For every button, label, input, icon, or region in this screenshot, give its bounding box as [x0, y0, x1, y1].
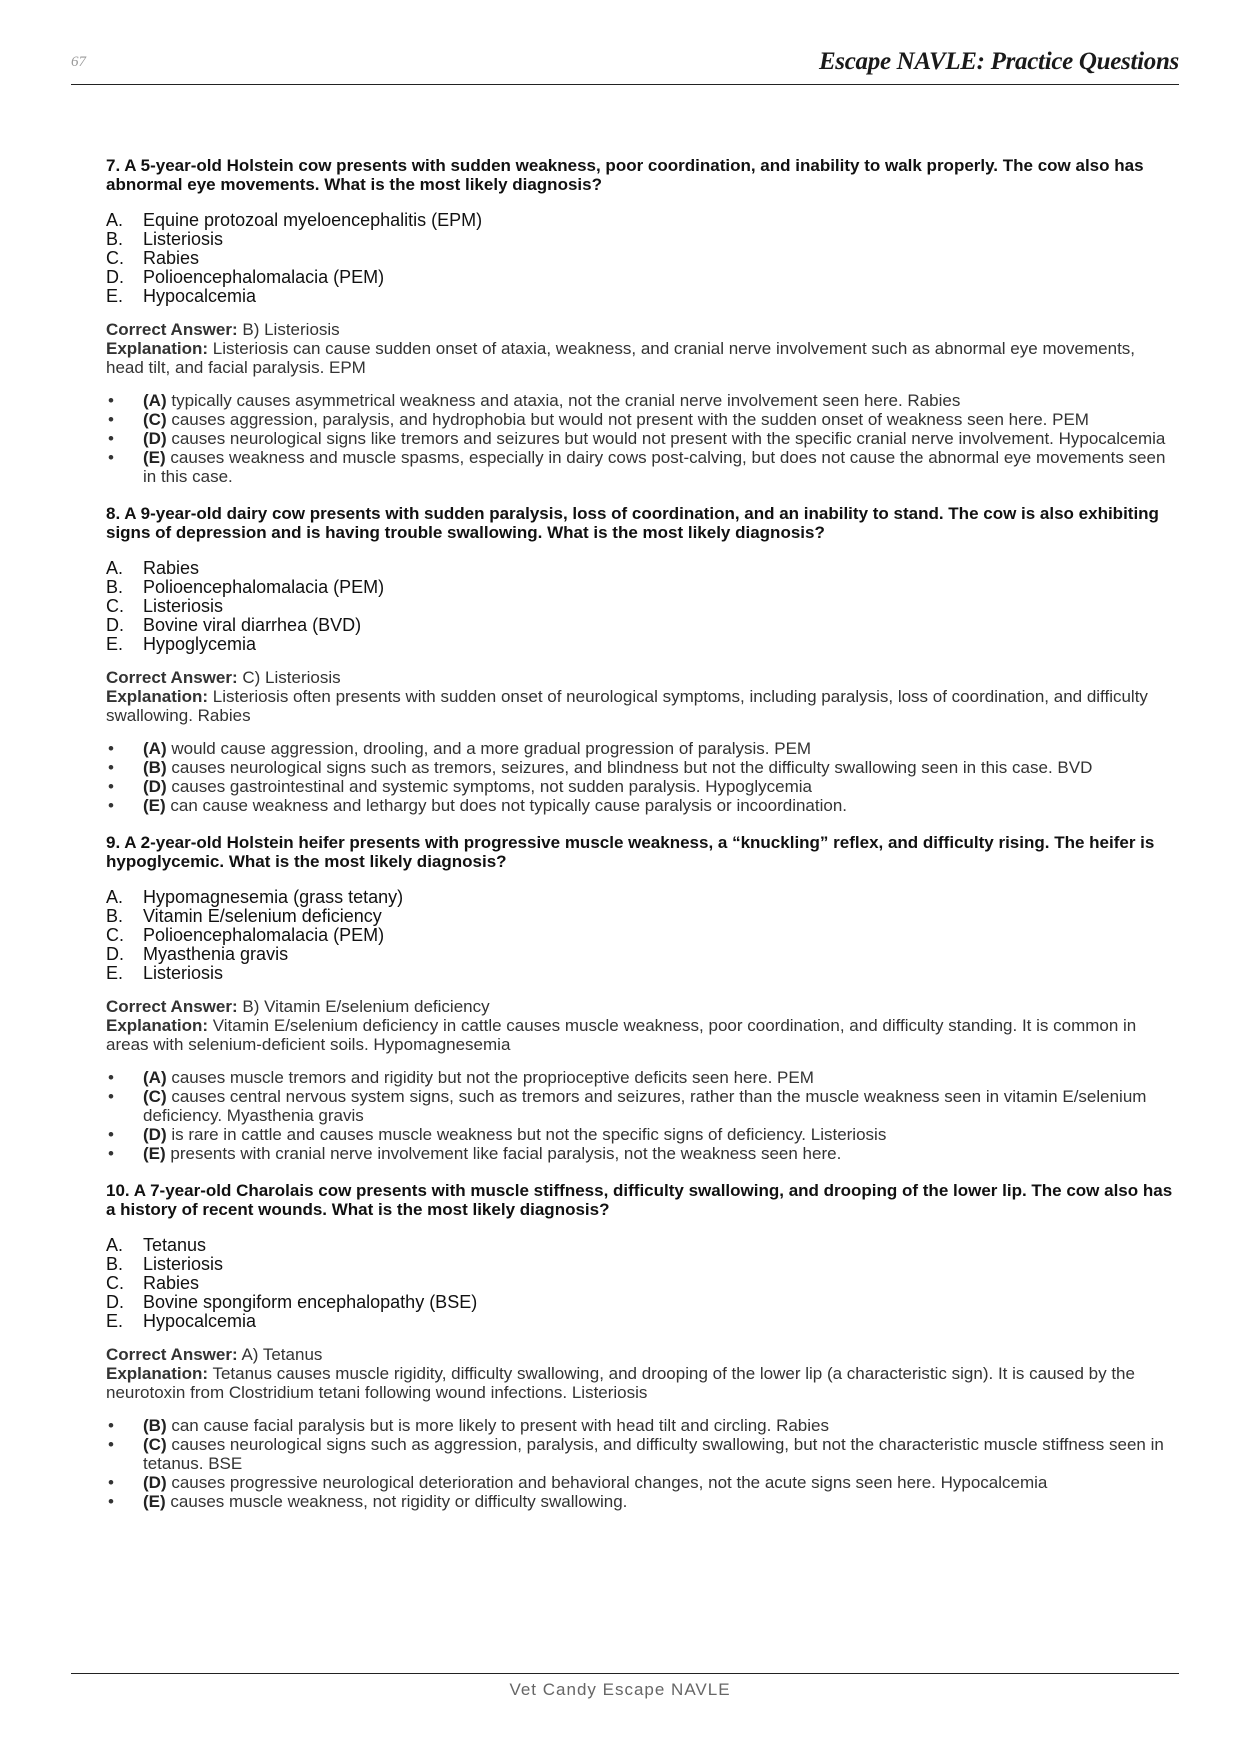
bullet-text	[143, 429, 1165, 448]
bullet-icon: •	[108, 1435, 114, 1454]
option-item	[106, 1293, 1176, 1312]
option-item	[106, 1312, 1176, 1331]
bullet-item	[106, 1416, 1176, 1435]
explanation-text: Listeriosis can cause sudden onset of ataxia, weakness, and cranial nerve involvement such as abnormal eye movements, head tilt, and facial paralysis. EPM	[106, 339, 1136, 377]
correct-answer-label: Correct Answer:	[106, 320, 238, 339]
bullet-item	[106, 796, 1176, 815]
bullet-text	[143, 739, 811, 758]
bullet-option-text: causes muscle weakness, not rigidity or difficulty swallowing.	[170, 1492, 628, 1511]
correct-answer-label: Correct Answer:	[106, 997, 238, 1016]
answer-block	[106, 320, 1176, 377]
question-title: 8. A 9-year-old dairy cow presents with sudden paralysis, loss of coordination, and an inability to stand. The cow is also exhibiting signs of depression and is having trouble swallowing. What is the most likely diagnosis?	[106, 504, 1159, 542]
bullet-item	[106, 410, 1176, 429]
bullet-item	[106, 1125, 1176, 1144]
correct-answer-value: B) Vitamin E/selenium deficiency	[242, 997, 490, 1016]
bullet-option-letter: (D)	[143, 429, 167, 448]
bullet-text	[143, 1492, 627, 1511]
option-letter: C.	[106, 925, 124, 945]
bullet-item	[106, 1473, 1176, 1492]
bullet-text	[143, 1435, 1176, 1473]
bullet-option-letter: (E)	[143, 1492, 166, 1511]
options-list	[106, 559, 1176, 654]
explanation-line	[106, 1016, 1176, 1054]
bullet-option-text: presents with cranial nerve involvement like facial paralysis, not the weakness seen here.	[170, 1144, 842, 1163]
bullet-option-letter: (E)	[143, 448, 166, 467]
option-text: Listeriosis	[143, 963, 224, 983]
explanation-text: Tetanus causes muscle rigidity, difficulty swallowing, and drooping of the lower lip (a characteristic sign). It is caused by the neurotoxin from Clostridium tetani following wound infections. Listeriosis	[106, 1364, 1135, 1402]
option-item	[106, 907, 1176, 926]
bullet-option-text: typically causes asymmetrical weakness and ataxia, not the cranial nerve involvement seen here. Rabies	[171, 391, 961, 410]
option-letter: E.	[106, 963, 124, 983]
bullet-option-letter: (D)	[143, 1473, 167, 1492]
option-letter: B.	[106, 229, 124, 249]
footer-divider	[71, 1673, 1179, 1674]
bullet-icon: •	[108, 1144, 114, 1163]
bullet-option-text: causes neurological signs such as aggression, paralysis, and difficulty swallowing, but not the characteristic muscle stiffness seen in tetanus. BSE	[143, 1435, 1164, 1473]
answer-block	[106, 997, 1176, 1054]
bullet-option-text: causes muscle tremors and rigidity but not the proprioceptive deficits seen here. PEM	[171, 1068, 814, 1087]
bullet-text	[143, 758, 1092, 777]
questions-content	[106, 156, 1176, 1529]
option-letter: A.	[106, 558, 124, 578]
option-letter: A.	[106, 887, 124, 907]
correct-answer-value: B) Listeriosis	[242, 320, 340, 339]
option-letter: D.	[106, 615, 124, 635]
option-text: Listeriosis	[143, 596, 224, 616]
bullet-option-text: would cause aggression, drooling, and a more gradual progression of paralysis. PEM	[171, 739, 812, 758]
answer-block	[106, 1345, 1176, 1402]
option-item	[106, 230, 1176, 249]
explanation-text: Vitamin E/selenium deficiency in cattle causes muscle weakness, poor coordination, and difficulty standing. It is common in areas with selenium-deficient soils. Hypomagnesemia	[106, 1016, 1137, 1054]
correct-answer-line	[106, 1345, 1176, 1364]
bullet-item	[106, 391, 1176, 410]
bullet-icon: •	[108, 410, 114, 429]
option-item	[106, 1274, 1176, 1293]
bullet-option-letter: (C)	[143, 1435, 167, 1454]
explanation-label: Explanation:	[106, 1016, 209, 1035]
explanation-label: Explanation:	[106, 687, 209, 706]
option-letter: A.	[106, 1235, 124, 1255]
option-item	[106, 635, 1176, 654]
option-item	[106, 287, 1176, 306]
bullet-option-letter: (E)	[143, 796, 166, 815]
bullet-text	[143, 391, 960, 410]
explanation-label: Explanation:	[106, 1364, 209, 1383]
option-text: Rabies	[143, 248, 200, 268]
option-text: Polioencephalomalacia (PEM)	[143, 267, 385, 287]
bullet-icon: •	[108, 1416, 114, 1435]
bullet-item	[106, 1435, 1176, 1473]
bullet-icon: •	[108, 1087, 114, 1106]
correct-answer-label: Correct Answer:	[106, 668, 238, 687]
bullet-item	[106, 448, 1176, 486]
option-item	[106, 211, 1176, 230]
bullet-option-letter: (B)	[143, 1416, 167, 1435]
footer-text: Vet Candy Escape NAVLE	[509, 1680, 731, 1699]
option-text: Listeriosis	[143, 1254, 224, 1274]
option-text: Hypocalcemia	[143, 286, 257, 306]
bullet-option-text: causes aggression, paralysis, and hydrophobia but would not present with the sudden onset of weakness seen here. PEM	[171, 410, 1089, 429]
question-title: 10. A 7-year-old Charolais cow presents with muscle stiffness, difficulty swallowing, and drooping of the lower lip. The cow also has a history of recent wounds. What is the most likely diagnosis?	[106, 1181, 1173, 1219]
bullet-option-text: causes neurological signs such as tremors, seizures, and blindness but not the difficulty swallowing seen in this case. BVD	[171, 758, 1093, 777]
question-title: 9. A 2-year-old Holstein heifer presents with progressive muscle weakness, a “knuckling” reflex, and difficulty rising. The heifer is hypoglycemic. What is the most likely diagnosis?	[106, 833, 1155, 871]
bullet-option-letter: (D)	[143, 777, 167, 796]
bullet-text	[143, 1416, 829, 1435]
explanation-bullets	[106, 1416, 1176, 1511]
bullet-option-letter: (C)	[143, 1087, 167, 1106]
bullet-option-text: can cause weakness and lethargy but does not typically cause paralysis or incoordination.	[170, 796, 848, 815]
explanation-line	[106, 1364, 1176, 1402]
option-text: Bovine viral diarrhea (BVD)	[143, 615, 362, 635]
option-text: Hypocalcemia	[143, 1311, 257, 1331]
option-text: Rabies	[143, 558, 200, 578]
bullet-option-text: causes progressive neurological deterioration and behavioral changes, not the acute signs seen here. Hypocalcemia	[171, 1473, 1048, 1492]
bullet-text	[143, 1144, 841, 1163]
bullet-icon: •	[108, 1473, 114, 1492]
bullet-option-text: is rare in cattle and causes muscle weakness but not the specific signs of deficiency. Listeriosis	[171, 1125, 887, 1144]
bullet-item	[106, 1087, 1176, 1125]
bullet-text	[143, 777, 812, 796]
option-letter: C.	[106, 596, 124, 616]
option-letter: D.	[106, 267, 124, 287]
bullet-icon: •	[108, 777, 114, 796]
options-list	[106, 888, 1176, 983]
bullet-item	[106, 777, 1176, 796]
bullet-icon: •	[108, 391, 114, 410]
bullet-icon: •	[108, 758, 114, 777]
question-block	[106, 833, 1176, 1163]
bullet-option-text: causes neurological signs like tremors and seizures but would not present with the specific cranial nerve involvement. Hypocalcemia	[171, 429, 1166, 448]
answer-block	[106, 668, 1176, 725]
bullet-text	[143, 1473, 1047, 1492]
option-text: Hypomagnesemia (grass tetany)	[143, 887, 404, 907]
option-item	[106, 559, 1176, 578]
options-list	[106, 211, 1176, 306]
bullet-option-letter: (E)	[143, 1144, 166, 1163]
explanation-bullets	[106, 739, 1176, 815]
option-letter: B.	[106, 906, 124, 926]
option-item	[106, 268, 1176, 287]
option-letter: D.	[106, 1292, 124, 1312]
bullet-text	[143, 410, 1089, 429]
bullet-icon: •	[108, 429, 114, 448]
bullet-icon: •	[108, 796, 114, 815]
option-letter: C.	[106, 1273, 124, 1293]
bullet-item	[106, 1144, 1176, 1163]
question-block	[106, 1181, 1176, 1511]
header-title: Escape NAVLE: Practice Questions	[818, 48, 1179, 75]
bullet-item	[106, 1068, 1176, 1087]
question-block	[106, 504, 1176, 815]
bullet-icon: •	[108, 1068, 114, 1087]
bullet-option-letter: (D)	[143, 1125, 167, 1144]
bullet-text	[143, 448, 1176, 486]
bullet-item	[106, 1492, 1176, 1511]
correct-answer-label: Correct Answer:	[106, 1345, 238, 1364]
bullet-icon: •	[108, 448, 114, 467]
option-text: Rabies	[143, 1273, 200, 1293]
option-item	[106, 926, 1176, 945]
page-header	[71, 44, 1179, 85]
option-text: Polioencephalomalacia (PEM)	[143, 925, 385, 945]
option-item	[106, 1236, 1176, 1255]
bullet-item	[106, 739, 1176, 758]
bullet-text	[143, 796, 847, 815]
bullet-option-text: causes central nervous system signs, such as tremors and seizures, rather than the muscle weakness seen in vitamin E/selenium deficiency. Myasthenia gravis	[143, 1087, 1147, 1125]
option-letter: E.	[106, 286, 124, 306]
bullet-icon: •	[108, 739, 114, 758]
option-text: Myasthenia gravis	[143, 944, 289, 964]
option-item	[106, 964, 1176, 983]
correct-answer-line	[106, 997, 1176, 1016]
option-letter: B.	[106, 577, 124, 597]
bullet-icon: •	[108, 1125, 114, 1144]
explanation-label: Explanation:	[106, 339, 209, 358]
option-item	[106, 1255, 1176, 1274]
correct-answer-value: C) Listeriosis	[242, 668, 341, 687]
explanation-line	[106, 339, 1176, 377]
bullet-option-text: can cause facial paralysis but is more likely to present with head tilt and circling. Rabies	[171, 1416, 829, 1435]
explanation-bullets	[106, 1068, 1176, 1163]
option-text: Tetanus	[143, 1235, 207, 1255]
bullet-option-letter: (A)	[143, 1068, 167, 1087]
options-list	[106, 1236, 1176, 1331]
explanation-line	[106, 687, 1176, 725]
question-title: 7. A 5-year-old Holstein cow presents with sudden weakness, poor coordination, and inability to walk properly. The cow also has abnormal eye movements. What is the most likely diagnosis?	[106, 156, 1144, 194]
bullet-icon: •	[108, 1492, 114, 1511]
option-text: Vitamin E/selenium deficiency	[143, 906, 382, 926]
correct-answer-value: A) Tetanus	[241, 1345, 323, 1364]
bullet-option-text: causes gastrointestinal and systemic symptoms, not sudden paralysis. Hypoglycemia	[171, 777, 812, 796]
option-text: Listeriosis	[143, 229, 224, 249]
bullet-item	[106, 429, 1176, 448]
option-letter: C.	[106, 248, 124, 268]
option-letter: B.	[106, 1254, 124, 1274]
bullet-option-text: causes weakness and muscle spasms, especially in dairy cows post-calving, but does not cause the abnormal eye movements seen in this case.	[143, 448, 1166, 486]
page-number: 67	[71, 54, 86, 70]
option-text: Bovine spongiform encephalopathy (BSE)	[143, 1292, 478, 1312]
bullet-option-letter: (A)	[143, 739, 167, 758]
option-text: Hypoglycemia	[143, 634, 257, 654]
bullet-text	[143, 1087, 1176, 1125]
option-letter: D.	[106, 944, 124, 964]
option-text: Polioencephalomalacia (PEM)	[143, 577, 385, 597]
option-letter: E.	[106, 1311, 124, 1331]
option-item	[106, 249, 1176, 268]
option-item	[106, 578, 1176, 597]
question-block	[106, 156, 1176, 486]
option-item	[106, 945, 1176, 964]
correct-answer-line	[106, 320, 1176, 339]
option-letter: E.	[106, 634, 124, 654]
correct-answer-line	[106, 668, 1176, 687]
option-letter: A.	[106, 210, 124, 230]
bullet-option-letter: (C)	[143, 410, 167, 429]
explanation-text: Listeriosis often presents with sudden onset of neurological symptoms, including paralysis, loss of coordination, and difficulty swallowing. Rabies	[106, 687, 1148, 725]
bullet-text	[143, 1068, 814, 1087]
explanation-bullets	[106, 391, 1176, 486]
option-item	[106, 888, 1176, 907]
option-text: Equine protozoal myeloencephalitis (EPM)	[143, 210, 483, 230]
option-item	[106, 597, 1176, 616]
option-item	[106, 616, 1176, 635]
bullet-option-letter: (A)	[143, 391, 167, 410]
bullet-text	[143, 1125, 886, 1144]
bullet-item	[106, 758, 1176, 777]
bullet-option-letter: (B)	[143, 758, 167, 777]
